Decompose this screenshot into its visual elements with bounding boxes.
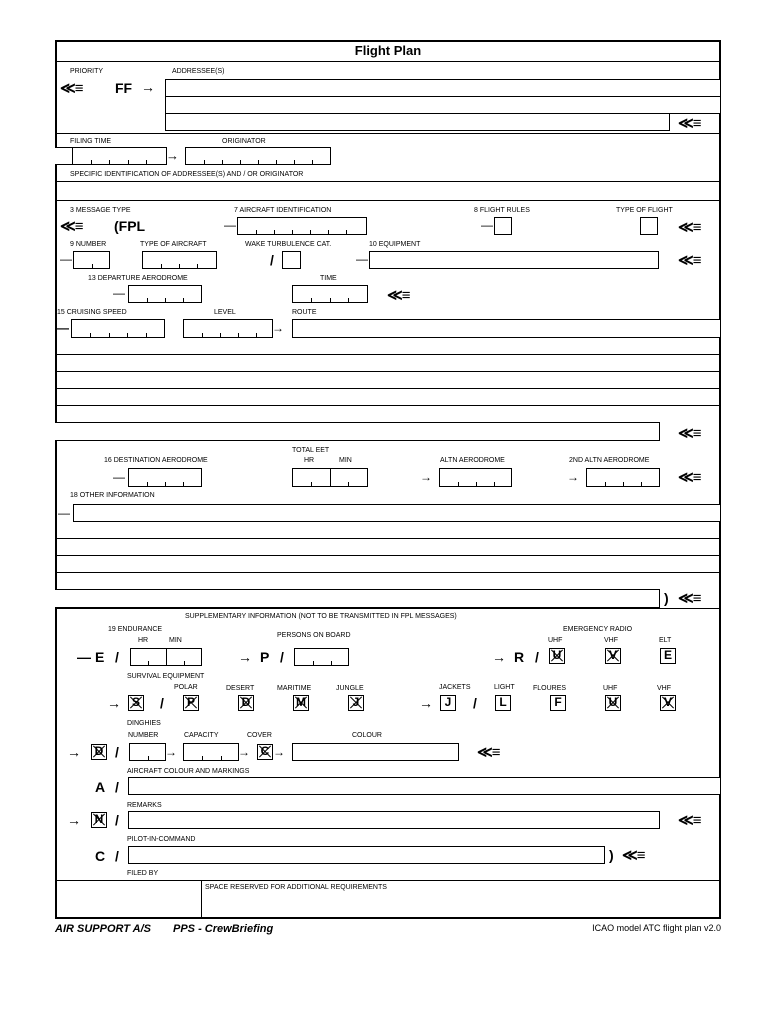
polar-checkbox[interactable]: P	[183, 695, 199, 711]
persons-label: PERSONS ON BOARD	[277, 632, 351, 639]
footer-product: PPS - CrewBriefing	[173, 923, 274, 935]
aircraft-colour-label: AIRCRAFT COLOUR AND MARKINGS	[127, 768, 250, 775]
filed-by-label: FILED BY	[127, 870, 159, 877]
footer-version: ICAO model ATC flight plan v2.0	[592, 923, 721, 933]
altn2-label: 2ND ALTN AERODROME	[569, 457, 650, 464]
number-field[interactable]	[73, 251, 110, 269]
eet-min-label: MIN	[339, 457, 352, 464]
elt-label: ELT	[659, 637, 672, 644]
cruising-speed-field[interactable]	[71, 319, 165, 338]
maritime-checkbox[interactable]: M	[293, 695, 309, 711]
filing-time-field[interactable]	[55, 147, 167, 165]
arrow-icon: →	[107, 695, 121, 711]
arrow-icon: →	[272, 321, 284, 335]
flight-rules-label: 8 FLIGHT RULES	[474, 207, 530, 214]
reserved-field[interactable]	[202, 895, 720, 918]
other-info-line	[56, 555, 720, 556]
dinghy-number-field[interactable]	[129, 743, 166, 761]
departure-field[interactable]	[128, 285, 202, 303]
altn-label: ALTN AERODROME	[440, 457, 505, 464]
endurance-hr-label: HR	[138, 637, 149, 644]
other-info-label: 18 OTHER INFORMATION	[70, 492, 155, 499]
route-line	[56, 371, 720, 372]
number-label: 9 NUMBER	[70, 241, 107, 248]
slash-icon: /	[535, 649, 539, 665]
eol-icon: ≪≡	[387, 287, 410, 304]
eol-icon: ≪≡	[477, 744, 500, 761]
route-field-last[interactable]	[55, 422, 660, 441]
c-code: C	[95, 848, 106, 864]
elt-checkbox[interactable]: E	[660, 648, 676, 664]
departure-label: 13 DEPARTURE AERODROME	[88, 275, 188, 282]
route-line	[56, 405, 720, 406]
destination-label: 16 DESTINATION AERODROME	[104, 457, 208, 464]
eol-icon: ≪≡	[678, 219, 701, 236]
arrow-icon: →	[420, 470, 432, 484]
slash-icon: /	[115, 779, 119, 795]
dash-icon: —	[224, 218, 236, 232]
other-info-line	[56, 538, 720, 539]
e-code: E	[95, 649, 105, 665]
divider	[56, 181, 720, 182]
route-line	[56, 388, 720, 389]
slash-icon: /	[270, 252, 274, 268]
route-label: ROUTE	[292, 309, 317, 316]
message-type-label: 3 MESSAGE TYPE	[70, 207, 131, 214]
filed-by-field[interactable]	[56, 881, 200, 918]
dash-icon: —	[77, 649, 91, 665]
type-of-aircraft-label: TYPE OF AIRCRAFT	[140, 241, 207, 248]
specific-id-label: SPECIFIC IDENTIFICATION OF ADDRESSEE(S) AND / OR ORIGINATOR	[70, 171, 304, 178]
endurance-min-label: MIN	[169, 637, 182, 644]
slash-icon: /	[115, 848, 119, 864]
type-of-flight-label: TYPE OF FLIGHT	[616, 207, 673, 214]
survival-uhf-checkbox[interactable]: U	[605, 695, 621, 711]
survival-checkbox[interactable]: S	[128, 695, 144, 711]
arrow-icon: →	[567, 470, 579, 484]
jungle-checkbox[interactable]: J	[348, 695, 364, 711]
arrow-icon: →	[238, 745, 250, 759]
cruising-speed-label: 15 CRUISING SPEED	[57, 309, 127, 316]
slash-icon: /	[473, 695, 477, 711]
remarks-label: REMARKS	[127, 802, 162, 809]
equipment-field[interactable]	[369, 251, 659, 269]
maritime-label: MARITIME	[277, 685, 312, 692]
ff-code: FF	[115, 80, 133, 96]
slash-icon: /	[115, 744, 119, 760]
filing-time-label: FILING TIME	[70, 138, 112, 145]
pic-field[interactable]	[128, 846, 605, 864]
cover-checkbox[interactable]: C	[257, 744, 273, 760]
eet-hr-label: HR	[304, 457, 315, 464]
equipment-label: 10 EQUIPMENT	[369, 241, 421, 248]
slash-icon: /	[115, 649, 119, 665]
time-field[interactable]	[292, 285, 368, 303]
dash-icon: —	[356, 252, 368, 266]
jackets-label: JACKETS	[439, 684, 471, 691]
eol-icon: ≪≡	[678, 469, 701, 486]
remarks-checkbox[interactable]: N	[91, 812, 107, 828]
other-info-field-1[interactable]	[73, 504, 721, 522]
divider	[56, 200, 720, 201]
p-code: P	[260, 649, 270, 665]
eol-icon: ≪≡	[60, 218, 83, 235]
close-paren: )	[609, 847, 614, 863]
eol-icon: ≪≡	[60, 80, 83, 97]
type-of-aircraft-field[interactable]	[142, 251, 217, 269]
route-line	[56, 354, 720, 355]
supplementary-heading: SUPPLEMENTARY INFORMATION (NOT TO BE TRANSMITTED IN FPL MESSAGES)	[185, 613, 457, 620]
arrow-icon: →	[492, 649, 506, 665]
colour-label: COLOUR	[352, 732, 382, 739]
survival-label: SURVIVAL EQUIPMENT	[127, 673, 205, 680]
divider	[56, 133, 720, 134]
addressee-field-2[interactable]	[165, 96, 721, 114]
divider	[56, 61, 720, 62]
vhf-label: VHF	[604, 637, 618, 644]
time-label: TIME	[320, 275, 337, 282]
dash-icon: —	[57, 321, 69, 335]
survival-uhf-label: UHF	[603, 685, 618, 692]
close-paren: )	[664, 590, 669, 606]
dinghy-number-label: NUMBER	[128, 732, 159, 739]
arrow-icon: →	[238, 649, 252, 665]
slash-icon: /	[115, 812, 119, 828]
light-checkbox[interactable]: L	[495, 695, 511, 711]
polar-label: POLAR	[174, 684, 198, 691]
desert-label: DESERT	[226, 685, 255, 692]
type-of-flight-field[interactable]	[640, 217, 658, 235]
arrow-icon: →	[67, 744, 81, 760]
vhf-checkbox[interactable]: V	[605, 648, 621, 664]
priority-label: PRIORITY	[70, 68, 104, 75]
r-code: R	[514, 649, 525, 665]
page-title: Flight Plan	[354, 43, 422, 58]
light-label: LIGHT	[494, 684, 515, 691]
eol-icon: ≪≡	[622, 847, 645, 864]
arrow-icon: →	[419, 695, 433, 711]
pic-label: PILOT-IN-COMMAND	[127, 836, 196, 843]
total-eet-field[interactable]	[292, 468, 368, 487]
dash-icon: —	[60, 252, 72, 266]
slash-icon: /	[160, 695, 164, 711]
remarks-field[interactable]	[128, 811, 660, 829]
endurance-label: 19 ENDURANCE	[108, 626, 163, 633]
jungle-label: JUNGLE	[336, 685, 364, 692]
footer-company: AIR SUPPORT A/S	[55, 923, 151, 935]
floures-checkbox[interactable]: F	[550, 695, 566, 711]
arrow-icon: →	[67, 812, 81, 828]
dash-icon: —	[113, 470, 125, 484]
dash-icon: —	[58, 506, 70, 520]
cover-label: COVER	[247, 732, 272, 739]
originator-field[interactable]	[185, 147, 331, 165]
capacity-label: CAPACITY	[184, 732, 219, 739]
floures-label: FLOURES	[533, 685, 567, 692]
desert-checkbox[interactable]: D	[238, 695, 254, 711]
survival-vhf-checkbox[interactable]: V	[660, 695, 676, 711]
eol-icon: ≪≡	[678, 115, 701, 132]
divider	[56, 608, 720, 609]
arrow-icon: →	[165, 745, 177, 759]
altn2-field[interactable]	[586, 468, 660, 487]
aircraft-id-field[interactable]	[237, 217, 367, 235]
uhf-label: UHF	[548, 637, 563, 644]
dinghies-label: DINGHIES	[127, 720, 161, 727]
colour-field[interactable]	[292, 743, 459, 761]
wake-label: WAKE TURBULENCE CAT.	[245, 241, 332, 248]
addressee-field-1[interactable]	[165, 79, 721, 97]
other-info-line	[56, 572, 720, 573]
persons-field[interactable]	[294, 648, 349, 666]
endurance-field[interactable]	[130, 648, 202, 666]
slash-icon: /	[280, 649, 284, 665]
originator-label: ORIGINATOR	[222, 138, 266, 145]
uhf-checkbox[interactable]: U	[549, 648, 565, 664]
addressees-label: ADDRESSEE(S)	[172, 68, 225, 75]
wake-field[interactable]	[282, 251, 301, 269]
eol-icon: ≪≡	[678, 590, 701, 607]
level-label: LEVEL	[214, 309, 236, 316]
eol-icon: ≪≡	[678, 252, 701, 269]
a-code: A	[95, 779, 106, 795]
survival-vhf-label: VHF	[657, 685, 671, 692]
altn-field[interactable]	[439, 468, 512, 487]
dinghies-checkbox[interactable]: D	[91, 744, 107, 760]
aircraft-colour-field[interactable]	[128, 777, 721, 795]
dash-icon: —	[481, 218, 493, 232]
fpl-code: (FPL	[114, 218, 146, 234]
level-field[interactable]	[183, 319, 273, 338]
dash-icon: —	[113, 286, 125, 300]
arrow-icon: →	[166, 148, 179, 163]
jackets-checkbox[interactable]: J	[440, 695, 456, 711]
destination-field[interactable]	[128, 468, 202, 487]
eol-icon: ≪≡	[678, 812, 701, 829]
route-field-1[interactable]	[292, 319, 721, 338]
aircraft-id-label: 7 AIRCRAFT IDENTIFICATION	[234, 207, 332, 214]
reserved-label: SPACE RESERVED FOR ADDITIONAL REQUIREMENTS	[205, 884, 387, 891]
eol-icon: ≪≡	[678, 425, 701, 442]
arrow-icon: →	[273, 745, 285, 759]
emergency-radio-label: EMERGENCY RADIO	[563, 626, 633, 633]
addressee-field-3[interactable]	[165, 113, 670, 131]
other-info-field-last[interactable]	[55, 589, 660, 608]
flight-rules-field[interactable]	[494, 217, 512, 235]
total-eet-label: TOTAL EET	[292, 447, 330, 454]
arrow-icon: →	[141, 79, 155, 95]
capacity-field[interactable]	[183, 743, 239, 761]
